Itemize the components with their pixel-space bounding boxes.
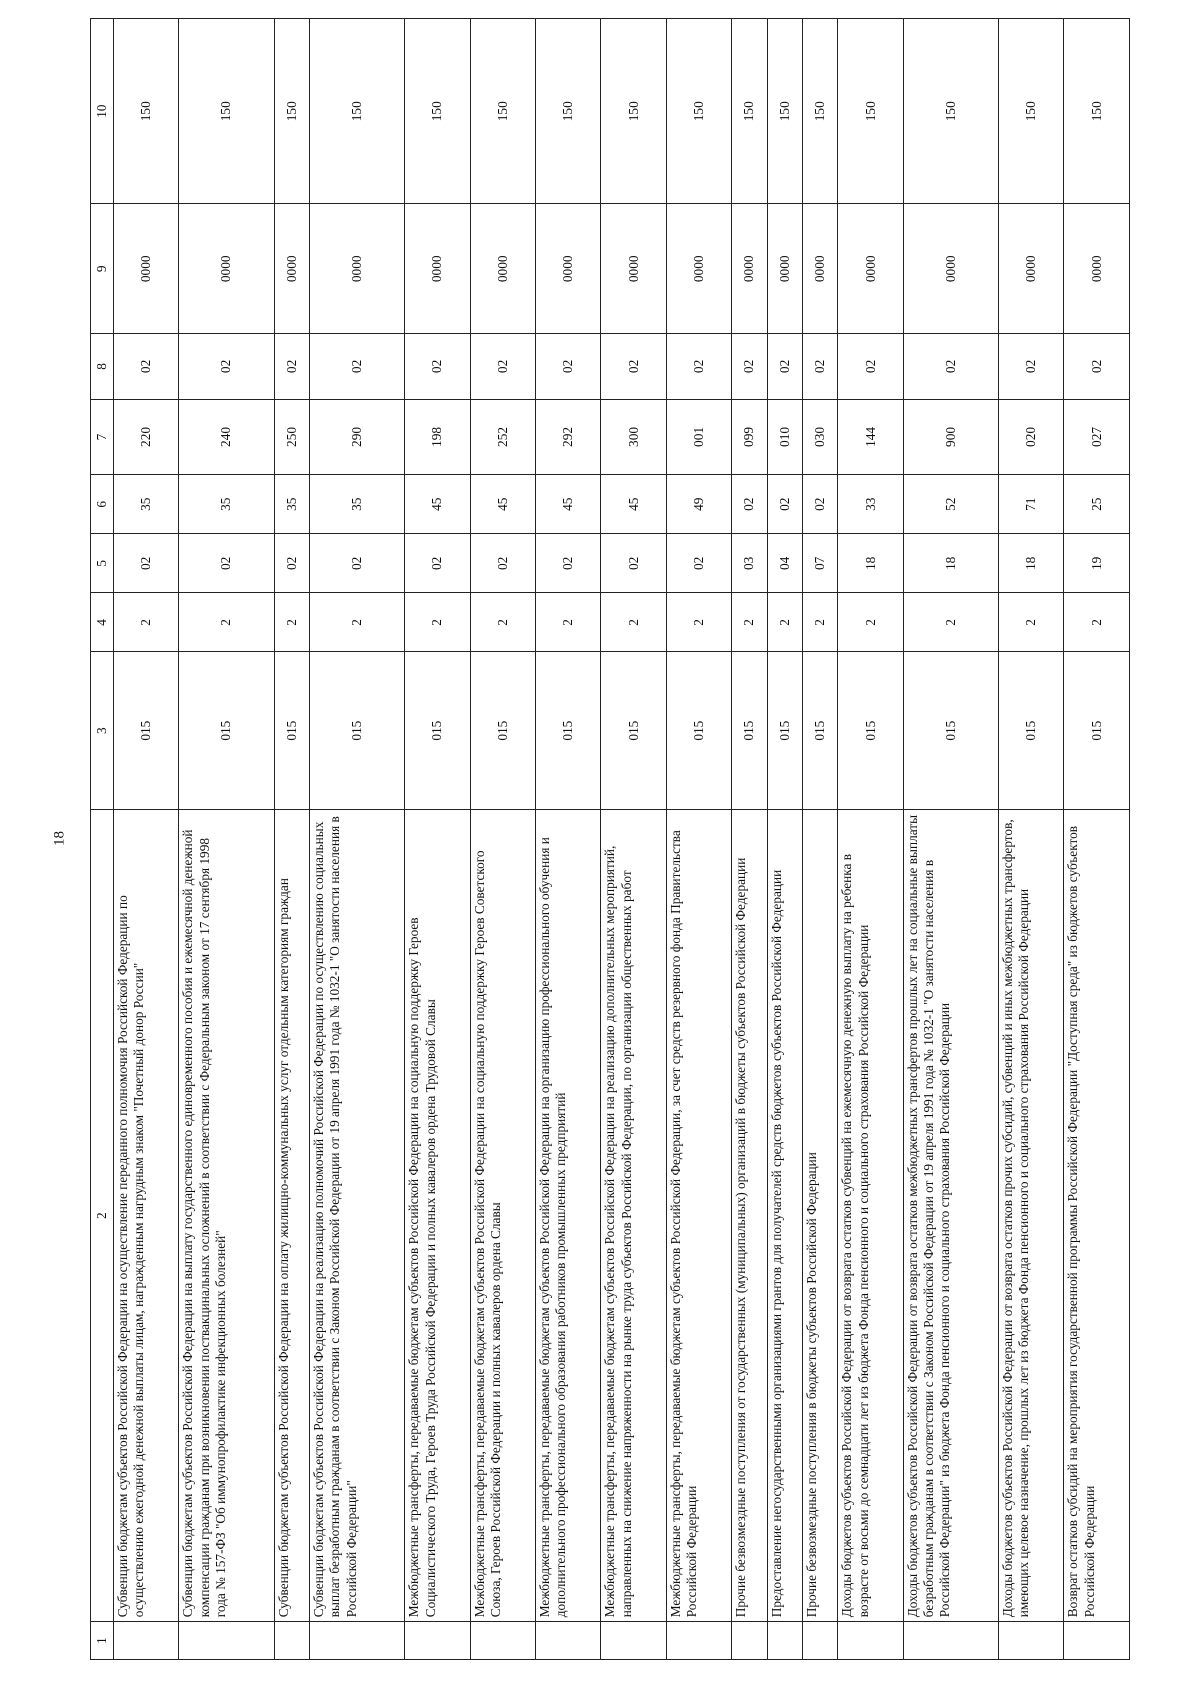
- code-cell: 45: [601, 475, 666, 534]
- code-cell: 02: [767, 334, 802, 400]
- code-cell: 150: [767, 19, 802, 204]
- code-cell: 001: [666, 399, 731, 474]
- code-cell: 04: [767, 534, 802, 593]
- code-cell: 2: [601, 593, 666, 652]
- table-row: [274, 19, 309, 1660]
- income-name-cell: Доходы бюджетов субъектов Российской Федерации от возврата остатков прочих субсидий, субвенций и иных межбюджетных трансфертов, имеющих целевое назначение, прошлых лет из бюджета Фонда пенсионного и социального страхования Российской Федерации: [999, 809, 1064, 1621]
- code-cell: 150: [601, 19, 666, 204]
- row-index-cell: [310, 1622, 405, 1660]
- code-cell: 220: [114, 399, 179, 474]
- code-cell: 02: [732, 334, 767, 400]
- code-cell: 0000: [114, 204, 179, 334]
- code-cell: 250: [274, 399, 309, 474]
- row-index-cell: [767, 1622, 802, 1660]
- code-cell: 25: [1064, 475, 1130, 534]
- code-cell: 02: [310, 334, 405, 400]
- income-name-cell: Возврат остатков субсидий на мероприятия государственной программы Российской Федерации "Доступная среда" из бюджетов субъектов Российской Федерации: [1064, 809, 1130, 1621]
- income-name-cell: Межбюджетные трансферты, передаваемые бюджетам субъектов Российской Федерации на социальную поддержку Героев Социалистического Труда, Героев Труда Российской Федерации и полных кавалеров ордена Трудовой Славы: [405, 809, 470, 1621]
- code-cell: 0000: [601, 204, 666, 334]
- code-cell: 015: [767, 652, 802, 810]
- income-name-cell: Субвенции бюджетам субъектов Российской Федерации на реализацию полномочий Российской Федерации по осуществлению социальных выплат безработным гражданам в соответствии с Законом Российской Федерации от 19 апреля 1991 года № 1032-1 "О занятости населения в Российской Федерации": [310, 809, 405, 1621]
- code-cell: 010: [767, 399, 802, 474]
- code-cell: 2: [803, 593, 838, 652]
- code-cell: 02: [310, 534, 405, 593]
- table-row: [114, 19, 179, 1660]
- code-cell: 0000: [536, 204, 601, 334]
- code-cell: 099: [732, 399, 767, 474]
- code-cell: 015: [470, 652, 535, 810]
- row-index-cell: [666, 1622, 731, 1660]
- code-cell: 150: [114, 19, 179, 204]
- code-cell: 71: [999, 475, 1064, 534]
- code-cell: 015: [274, 652, 309, 810]
- code-cell: 015: [732, 652, 767, 810]
- code-cell: 18: [999, 534, 1064, 593]
- income-name-cell: Межбюджетные трансферты, передаваемые бюджетам субъектов Российской Федерации на реализацию дополнительных мероприятий, направленных на снижение напряженности на рынке труда субъектов Российской Федерации, по организации общественных работ: [601, 809, 666, 1621]
- table-row: [999, 19, 1064, 1660]
- code-cell: 150: [999, 19, 1064, 204]
- code-cell: 0000: [470, 204, 535, 334]
- table-row: [536, 19, 601, 1660]
- code-cell: 0000: [903, 204, 998, 334]
- code-cell: 150: [803, 19, 838, 204]
- code-cell: 0000: [1064, 204, 1130, 334]
- code-cell: 02: [666, 534, 731, 593]
- code-cell: 015: [1064, 652, 1130, 810]
- code-cell: 015: [666, 652, 731, 810]
- column-header: 2: [91, 809, 114, 1621]
- code-cell: 290: [310, 399, 405, 474]
- table-row: [732, 19, 767, 1660]
- column-header: 6: [91, 475, 114, 534]
- income-name-cell: Субвенции бюджетам субъектов Российской Федерации на осуществление переданного полномочия Российской Федерации по осуществлению ежегодной денежной выплаты лицам, награжденным нагрудным знаком "Почетный донор России": [114, 809, 179, 1621]
- code-cell: 02: [666, 334, 731, 400]
- code-cell: 02: [179, 534, 274, 593]
- code-cell: 150: [405, 19, 470, 204]
- table-row: [601, 19, 666, 1660]
- code-cell: 02: [999, 334, 1064, 400]
- column-header: 10: [91, 19, 114, 204]
- code-cell: 2: [838, 593, 903, 652]
- code-cell: 0000: [405, 204, 470, 334]
- code-cell: 150: [470, 19, 535, 204]
- column-header: 8: [91, 334, 114, 400]
- code-cell: 0000: [274, 204, 309, 334]
- code-cell: 150: [732, 19, 767, 204]
- table-row: [405, 19, 470, 1660]
- code-cell: 2: [310, 593, 405, 652]
- column-header: 9: [91, 204, 114, 334]
- income-name-cell: Доходы бюджетов субъектов Российской Федерации от возврата остатков субвенций на ежемесячную денежную выплату на ребенка в возрасте от восьми до семнадцати лет из бюджета Фонда пенсионного и социального страхования Российской Федерации: [838, 809, 903, 1621]
- code-cell: 0000: [310, 204, 405, 334]
- code-cell: 0000: [179, 204, 274, 334]
- code-cell: 02: [470, 534, 535, 593]
- code-cell: 150: [666, 19, 731, 204]
- code-cell: 02: [601, 334, 666, 400]
- code-cell: 144: [838, 399, 903, 474]
- code-cell: 2: [666, 593, 731, 652]
- row-index-cell: [470, 1622, 535, 1660]
- code-cell: 030: [803, 399, 838, 474]
- table-row: [179, 19, 274, 1660]
- code-cell: 240: [179, 399, 274, 474]
- code-cell: 03: [732, 534, 767, 593]
- code-cell: 150: [274, 19, 309, 204]
- code-cell: 07: [803, 534, 838, 593]
- code-cell: 0000: [732, 204, 767, 334]
- code-cell: 2: [536, 593, 601, 652]
- page-number: 18: [51, 831, 68, 846]
- code-cell: 015: [999, 652, 1064, 810]
- income-name-cell: Субвенции бюджетам субъектов Российской Федерации на оплату жилищно-коммунальных услуг отдельным категориям граждан: [274, 809, 309, 1621]
- code-cell: 015: [179, 652, 274, 810]
- row-index-cell: [601, 1622, 666, 1660]
- code-cell: 02: [601, 534, 666, 593]
- column-header: 3: [91, 652, 114, 810]
- code-cell: 0000: [666, 204, 731, 334]
- code-cell: 0000: [999, 204, 1064, 334]
- row-index-cell: [838, 1622, 903, 1660]
- code-cell: 027: [1064, 399, 1130, 474]
- code-cell: 02: [838, 334, 903, 400]
- code-cell: 02: [903, 334, 998, 400]
- row-index-cell: [405, 1622, 470, 1660]
- code-cell: 2: [767, 593, 802, 652]
- code-cell: 02: [732, 475, 767, 534]
- code-cell: 2: [274, 593, 309, 652]
- code-cell: 020: [999, 399, 1064, 474]
- code-cell: 2: [179, 593, 274, 652]
- table-row: [767, 19, 802, 1660]
- rotated-page: [90, 18, 1130, 1660]
- code-cell: 18: [903, 534, 998, 593]
- table-row: [310, 19, 405, 1660]
- code-cell: 2: [470, 593, 535, 652]
- code-cell: 015: [310, 652, 405, 810]
- row-index-cell: [1064, 1622, 1130, 1660]
- row-index-cell: [274, 1622, 309, 1660]
- code-cell: 35: [310, 475, 405, 534]
- income-name-cell: Предоставление негосударственными организациями грантов для получателей средств бюджетов субъектов Российской Федерации: [767, 809, 802, 1621]
- code-cell: 45: [405, 475, 470, 534]
- code-cell: 2: [999, 593, 1064, 652]
- code-cell: 150: [310, 19, 405, 204]
- income-name-cell: Прочие безвозмездные поступления в бюджеты субъектов Российской Федерации: [803, 809, 838, 1621]
- column-header: 4: [91, 593, 114, 652]
- row-index-cell: [803, 1622, 838, 1660]
- code-cell: 02: [274, 534, 309, 593]
- code-cell: 2: [903, 593, 998, 652]
- code-cell: 45: [470, 475, 535, 534]
- code-cell: 35: [274, 475, 309, 534]
- code-cell: 02: [536, 534, 601, 593]
- table-row: [666, 19, 731, 1660]
- code-cell: 252: [470, 399, 535, 474]
- code-cell: 02: [114, 334, 179, 400]
- code-cell: 02: [274, 334, 309, 400]
- code-cell: 015: [838, 652, 903, 810]
- code-cell: 015: [903, 652, 998, 810]
- income-name-cell: Межбюджетные трансферты, передаваемые бюджетам субъектов Российской Федерации на социальную поддержку Героев Советского Союза, Героев Российской Федерации и полных кавалеров ордена Славы: [470, 809, 535, 1621]
- code-cell: 02: [803, 334, 838, 400]
- row-index-cell: [179, 1622, 274, 1660]
- code-cell: 300: [601, 399, 666, 474]
- code-cell: 2: [114, 593, 179, 652]
- row-index-cell: [114, 1622, 179, 1660]
- code-cell: 015: [405, 652, 470, 810]
- code-cell: 35: [114, 475, 179, 534]
- row-index-cell: [999, 1622, 1064, 1660]
- code-cell: 0000: [767, 204, 802, 334]
- code-cell: 02: [767, 475, 802, 534]
- column-header: 5: [91, 534, 114, 593]
- code-cell: 35: [179, 475, 274, 534]
- code-cell: 02: [803, 475, 838, 534]
- code-cell: 02: [179, 334, 274, 400]
- code-cell: 150: [536, 19, 601, 204]
- code-cell: 2: [732, 593, 767, 652]
- code-cell: 02: [405, 334, 470, 400]
- income-name-cell: Прочие безвозмездные поступления от государственных (муниципальных) организаций в бюджеты субъектов Российской Федерации: [732, 809, 767, 1621]
- budget-codes-table: [90, 18, 1130, 1660]
- code-cell: 19: [1064, 534, 1130, 593]
- income-name-cell: Межбюджетные трансферты, передаваемые бюджетам субъектов Российской Федерации на организацию профессионального обучения и дополнительного профессионального образования работников промышленных предприятий: [536, 809, 601, 1621]
- code-cell: 02: [536, 334, 601, 400]
- code-cell: 49: [666, 475, 731, 534]
- row-index-cell: [903, 1622, 998, 1660]
- code-cell: 18: [838, 534, 903, 593]
- income-name-cell: Межбюджетные трансферты, передаваемые бюджетам субъектов Российской Федерации, за счет средств резервного фонда Правительства Российской Федерации: [666, 809, 731, 1621]
- table-row: [903, 19, 998, 1660]
- column-header: 1: [91, 1622, 114, 1660]
- code-cell: 150: [903, 19, 998, 204]
- code-cell: 52: [903, 475, 998, 534]
- row-index-cell: [732, 1622, 767, 1660]
- header-row: [91, 19, 114, 1660]
- income-name-cell: Субвенции бюджетам субъектов Российской Федерации на выплату государственного единовременного пособия и ежемесячной денежной компенсации гражданам при возникновении поствакцинальных осложнений в соответствии с Федеральным законом от 17 сентября 1998 года № 157-ФЗ "Об иммунопрофилактике инфекционных болезней": [179, 809, 274, 1621]
- code-cell: 2: [1064, 593, 1130, 652]
- table-row: [1064, 19, 1130, 1660]
- row-index-cell: [536, 1622, 601, 1660]
- table-row: [803, 19, 838, 1660]
- code-cell: 0000: [803, 204, 838, 334]
- code-cell: 015: [536, 652, 601, 810]
- code-cell: 2: [405, 593, 470, 652]
- code-cell: 02: [114, 534, 179, 593]
- table-row: [470, 19, 535, 1660]
- code-cell: 0000: [838, 204, 903, 334]
- code-cell: 45: [536, 475, 601, 534]
- code-cell: 150: [838, 19, 903, 204]
- table-row: [838, 19, 903, 1660]
- code-cell: 198: [405, 399, 470, 474]
- code-cell: 015: [114, 652, 179, 810]
- code-cell: 02: [1064, 334, 1130, 400]
- code-cell: 292: [536, 399, 601, 474]
- code-cell: 900: [903, 399, 998, 474]
- income-name-cell: Доходы бюджетов субъектов Российской Федерации от возврата остатков межбюджетных трансфертов прошлых лет на социальные выплаты безработным гражданам в соответствии с Законом Российской Федерации от 19 апреля 1991 года № 1032-1 "О занятости населения в Российской Федерации" из бюджета Фонда пенсионного и социального страхования Российской Федерации: [903, 809, 998, 1621]
- code-cell: 02: [405, 534, 470, 593]
- code-cell: 02: [470, 334, 535, 400]
- code-cell: 015: [601, 652, 666, 810]
- code-cell: 150: [1064, 19, 1130, 204]
- code-cell: 150: [179, 19, 274, 204]
- code-cell: 33: [838, 475, 903, 534]
- column-header: 7: [91, 399, 114, 474]
- code-cell: 015: [803, 652, 838, 810]
